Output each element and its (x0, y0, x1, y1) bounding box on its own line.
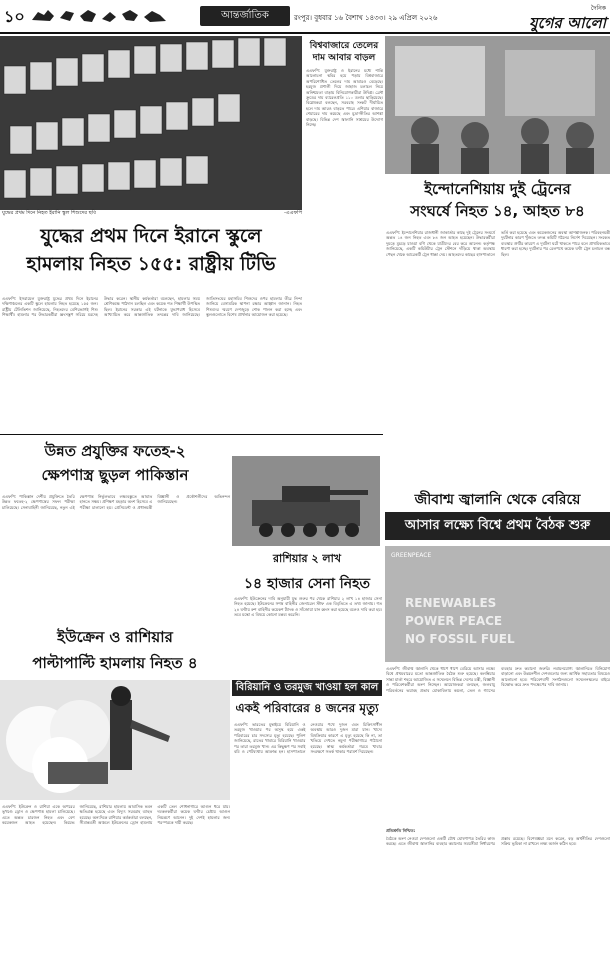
russia-article-body: এএফপি: ইউক্রেনের দাবি অনুযায়ী যুদ্ধ শুরুর পর থেকে রাশিয়ার ২ লাখ ১৪ হাজার সেনা নিহত হয়েছে। ইউক্রেনের সশস্ত্র বাহিনীর জেনারেল স্টাফ এক বিবৃতিতে এ তথ্য জানায়। গত ২৪ ঘণ্টায় রুশ বাহিনীর কয়েকশ ট্যাংক ও সাঁজোয়া যান ধ্বংস করা হয়েছে বলেও দাবি করা হয়। তবে মস্কো এ বিষয়ে কোনো মন্তব্য করেনি। (234, 596, 382, 618)
iran-article-body: এএফপি: ইসরায়েল যুক্তরাষ্ট্র যুদ্ধের প্রথম দিনে ইরানের দক্ষিণাঞ্চলের একটি স্কুলে হামলায় নিহত হয়েছে ১৫৫ জন। রাষ্ট্রীয় টেলিভিশন জানিয়েছে, নিহতদের বেশিরভাগই শিশু শিক্ষার্থী। হামলার পর উদ্ধারকর্মীরা ধ্বংসস্তূপ সরিয়ে মরদেহ উদ্ধার করেন। স্থানীয় কর্মকর্তারা বলেছেন, হামলার সময় শ্রেণিকক্ষে পাঠদান চলছিল এবং কয়েক শত শিক্ষার্থী উপস্থিত ছিল। ইরানের সরকার এই ঘটনাকে যুদ্ধাপরাধ হিসেবে আখ্যায়িত করে আন্তর্জাতিক তদন্তের দাবি জানিয়েছে। জাতিসংঘের মহাসচিব শিশুদের ওপর হামলার তীব্র নিন্দা জানিয়ে বেসামরিক স্থাপনা রক্ষার আহ্বান জানান। নিহত শিশুদের স্মরণে দেশজুড়ে শোক পালন করা হচ্ছে এবং স্কুলগুলোতে বিশেষ প্রার্থনার আয়োজন করা হয়েছে। (2, 296, 302, 318)
fossil-headline-2: আসার লক্ষ্যে বিশ্বে প্রথম বৈঠক শুরু (385, 512, 610, 540)
ukraine-firefighter-photo (0, 680, 230, 800)
oil-headline-2: দাম আবার বাড়ল (312, 53, 376, 63)
pakistan-headline-1: উন্নত প্রযুক্তির ফতেহ-২ (44, 442, 186, 460)
fossil-headline-1: জীবাশ্ম জ্বালানি থেকে বেরিয়ে (414, 492, 581, 508)
russia-tank-photo (232, 456, 380, 546)
iran-headline-2: হামলায় নিহত ১৫৫: রাষ্ট্রীয় টিভি (26, 253, 276, 275)
ukraine-headline-1: ইউক্রেন ও রাশিয়ার (57, 628, 173, 646)
banner-line-3: NO FOSSIL FUEL (405, 632, 515, 646)
banner-line-1: RENEWABLES (405, 596, 497, 610)
iran-headline-1: যুদ্ধের প্রথম দিনে ইরানে স্কুলে (40, 225, 262, 247)
biryani-article-body: এএফপি: ভারতের মুম্বাইয়ে বিরিয়ানি ও তরমুজ খাওয়ার পর অসুস্থ হয়ে একই পরিবারের চার সদস্যের মৃত্যু হয়েছে। পুলিশ জানিয়েছে, রাতের খাবারে বিরিয়ানি খাওয়ার পর তারা তরমুজ খান। এর কিছুক্ষণ পর সবাই বমি ও পেটব্যথায় আক্রান্ত হন। হাসপাতালে নেওয়ার পথে দুজন এবং চিকিৎসাধীন অবস্থায় আরও দুজন মারা যান। খাদ্যে বিষক্রিয়ার কারণে এ মৃত্যু হয়েছে কি না, তা খতিয়ে দেখতে নমুনা পরীক্ষাগারে পাঠানো হয়েছে। স্বাস্থ্য কর্মকর্তারা গরমে খাবার সংরক্ষণে সতর্ক থাকার পরামর্শ দিয়েছেন। (234, 722, 382, 755)
pakistan-headline-2: ক্ষেপণাস্ত্র ছুড়ল পাকিস্তান (41, 466, 189, 484)
dateline: রংপুর। বুধবার ১৬ বৈশাখ ১৪৩৩। ২৯ এপ্রিল ২০২৬ (294, 14, 438, 22)
portrait-banners-icon (0, 36, 302, 210)
page-number: ১০ (4, 7, 25, 26)
russia-headline-2: ১৪ হাজার সেনা নিহত (243, 576, 371, 592)
oil-article-body: এএফপি: যুক্তরাষ্ট্র ও ইরানের মধ্যে শান্তি আলোচনা স্থবির হয়ে পড়ায় বিশ্ববাজারে অপরিশোধিত তেলের দাম আবারও বেড়েছে। হরমুজ প্রণালী দিয়ে জাহাজ চলাচল নিয়ে অনিশ্চয়তা বাড়ায় বিনিয়োগকারীরা উদ্বিগ্ন। ব্রেন্ট ক্রুডের দাম ব্যারেলপ্রতি ১১০ ডলার ছাড়িয়েছে। বিশ্লেষকরা বলছেন, সরবরাহ সংকট দীর্ঘায়িত হলে দাম আরও বাড়তে পারে। এশিয়ার বাজারে শেয়ারের দাম কমেছে এবং মুদ্রাস্ফীতির আশঙ্কা বাড়ছে। বিভিন্ন দেশ জ্বালানি সাশ্রয়ের উদ্যোগ নিচ্ছে। (306, 68, 383, 128)
indonesia-train-photo (385, 36, 610, 174)
iran-photo-credit: -এএফপি (284, 210, 302, 216)
fossil-article-body-2: বৈঠকে অংশ নেওয়া দেশগুলো একটি যৌথ ঘোষণাপত্র তৈরির কাজ করছে। এতে জীবাশ্ম জ্বালানির ব্যবহার কমানোর সময়সীমা নির্ধারণের প্রস্তাব রয়েছে। বিশেষজ্ঞরা মনে করেন, বড় অর্থনীতির দেশগুলো সক্রিয় ভূমিকা না রাখলে লক্ষ্য অর্জন কঠিন হবে। (386, 836, 610, 847)
world-map-strip-icon (30, 6, 170, 26)
iran-school-photo (0, 36, 302, 210)
indonesia-headline-1: ইন্দোনেশিয়ায় দুই ট্রেনের (424, 180, 571, 198)
indonesia-headline-2: সংঘর্ষে নিহত ১৪, আহত ৮৪ (410, 202, 585, 220)
tank-icon (232, 456, 380, 546)
indonesia-article-body: এএফপি: ইন্দোনেশিয়ার রাজধানী জাকার্তার কাছে দুই ট্রেনের সংঘর্ষে অন্তত ১৪ জন নিহত এবং ৮৪ জন আহত হয়েছেন। উদ্ধারকর্মীরা দুমড়ে মুচড়ে যাওয়া বগি থেকে যাত্রীদের বের করে আনেন। কর্তৃপক্ষ জানিয়েছে, একটি কমিউটার ট্রেন স্টেশনে দাঁড়িয়ে থাকা অবস্থায় পেছন থেকে আরেকটি ট্রেন ধাক্কা দেয়। আহতদের কাছের হাসপাতালে ভর্তি করা হয়েছে এবং কয়েকজনের অবস্থা আশঙ্কাজনক। পরিবহনমন্ত্রী দুর্ঘটনার কারণ খুঁজতে তদন্ত কমিটি গঠনের নির্দেশ দিয়েছেন। সংকেত ব্যবস্থার ত্রুটির কারণে এ দুর্ঘটনা ঘটে থাকতে পারে বলে প্রাথমিকভাবে ধারণা করা হচ্ছে। দুর্ঘটনার পর রেলপথে কয়েক ঘণ্টা ট্রেন চলাচল বন্ধ ছিল। (386, 230, 610, 257)
ukraine-headline-2: পাল্টাপাল্টি হামলায় নিহত ৪ (32, 654, 198, 672)
fossil-article-body: এএফপি: জীবাশ্ম জ্বালানি থেকে ধাপে ধাপে বেরিয়ে আসার লক্ষ্যে বিশ্বে প্রথমবারের মতো আন্তর্জাতিক বৈঠক শুরু হয়েছে। কলম্বিয়ার সান্তা মার্তা শহরে আয়োজিত এ সম্মেলনে বিভিন্ন দেশের মন্ত্রী, বিজ্ঞানী ও পরিবেশকর্মীরা অংশ নিচ্ছেন। আয়োজকরা বলছেন, জলবায়ু পরিবর্তনের ভয়াবহ প্রভাব মোকাবিলায় কয়লা, তেল ও গ্যাসের ব্যবহার দ্রুত কমানো জরুরি। নবায়নযোগ্য জ্বালানিতে বিনিয়োগ বাড়ানো এবং উন্নয়নশীল দেশগুলোর জন্য আর্থিক সহায়তার বিষয়েও আলোচনা হবে। পরিবেশবাদী সংগঠনগুলো সম্মেলনস্থলের বাইরে বিক্ষোভ করে দ্রুত পদক্ষেপের দাবি জানায়। (386, 666, 610, 693)
fire-smoke-icon (0, 680, 230, 800)
greenpeace-label: GREENPEACE (391, 552, 432, 559)
newspaper-logo (486, 3, 606, 31)
biryani-headline-1: বিরিয়ানি ও তরমুজ খাওয়া হল কাল (232, 680, 382, 696)
banner-line-2: POWER PEACE (405, 614, 503, 628)
fossil-subhead: প্রতিশ্রুতি নিশ্চিত: (386, 828, 416, 833)
logo-prefix: দৈনিক (590, 5, 606, 12)
ukraine-article-body: এএফপি: ইউক্রেন ও রাশিয়া একে অপরের ভূখণ্ডে ড্রোন ও ক্ষেপণাস্ত্র হামলা চালিয়েছে। এতে অন্তত চারজন নিহত এবং বেশ কয়েকজন আহত হয়েছেন। কিয়েভ জানিয়েছে, রাশিয়ার হামলায় আবাসিক ভবন ক্ষতিগ্রস্ত হয়েছে এবং বিদ্যুৎ সরবরাহ ব্যাহত হয়েছে। অন্যদিকে রাশিয়ার কর্মকর্তারা বলছেন, সীমান্তবর্তী অঞ্চলে ইউক্রেনের ড্রোন হামলায় একটি তেল শোধনাগারে আগুন ধরে যায়। দমকলকর্মীরা কয়েক ঘণ্টার চেষ্টায় আগুন নিয়ন্ত্রণে আনেন। দুই দেশই হামলার জন্য পরস্পরকে দায়ী করছে। (2, 804, 230, 826)
fossil-protest-photo (385, 546, 610, 662)
section-label: আন্তর্জাতিক (200, 6, 290, 26)
divider (0, 434, 383, 435)
iran-photo-caption: যুদ্ধের প্রথম দিনে নিহত ইরানি স্কুল শিশুদের ছবি (2, 210, 96, 216)
oil-headline-1: বিশ্ববাজারে তেলের (309, 41, 379, 51)
russia-headline-1: রাশিয়ার ২ লাখ (272, 552, 342, 565)
train-rescue-icon (385, 36, 610, 174)
biryani-headline-2: একই পরিবারের ৪ জনের মৃত্যু (235, 701, 379, 715)
logo-name: যুগের আলো (528, 14, 606, 32)
pakistan-article-body: এএফপি: পাকিস্তান দেশীয় প্রযুক্তিতে তৈরি উন্নত ফতেহ-২ ক্ষেপণাস্ত্রের সফল পরীক্ষা চালিয়েছে। সেনাবাহিনী জানিয়েছে, নতুন এই ক্ষেপণাস্ত্র নির্ভুলভাবে লক্ষ্যবস্তুতে আঘাত হানতে সক্ষম। প্রশিক্ষণ মহড়ার অংশ হিসেবে এ পরীক্ষা চালানো হয়। প্রেসিডেন্ট ও প্রধানমন্ত্রী বিজ্ঞানী ও প্রকৌশলীদের অভিনন্দন জানিয়েছেন। (2, 494, 230, 510)
